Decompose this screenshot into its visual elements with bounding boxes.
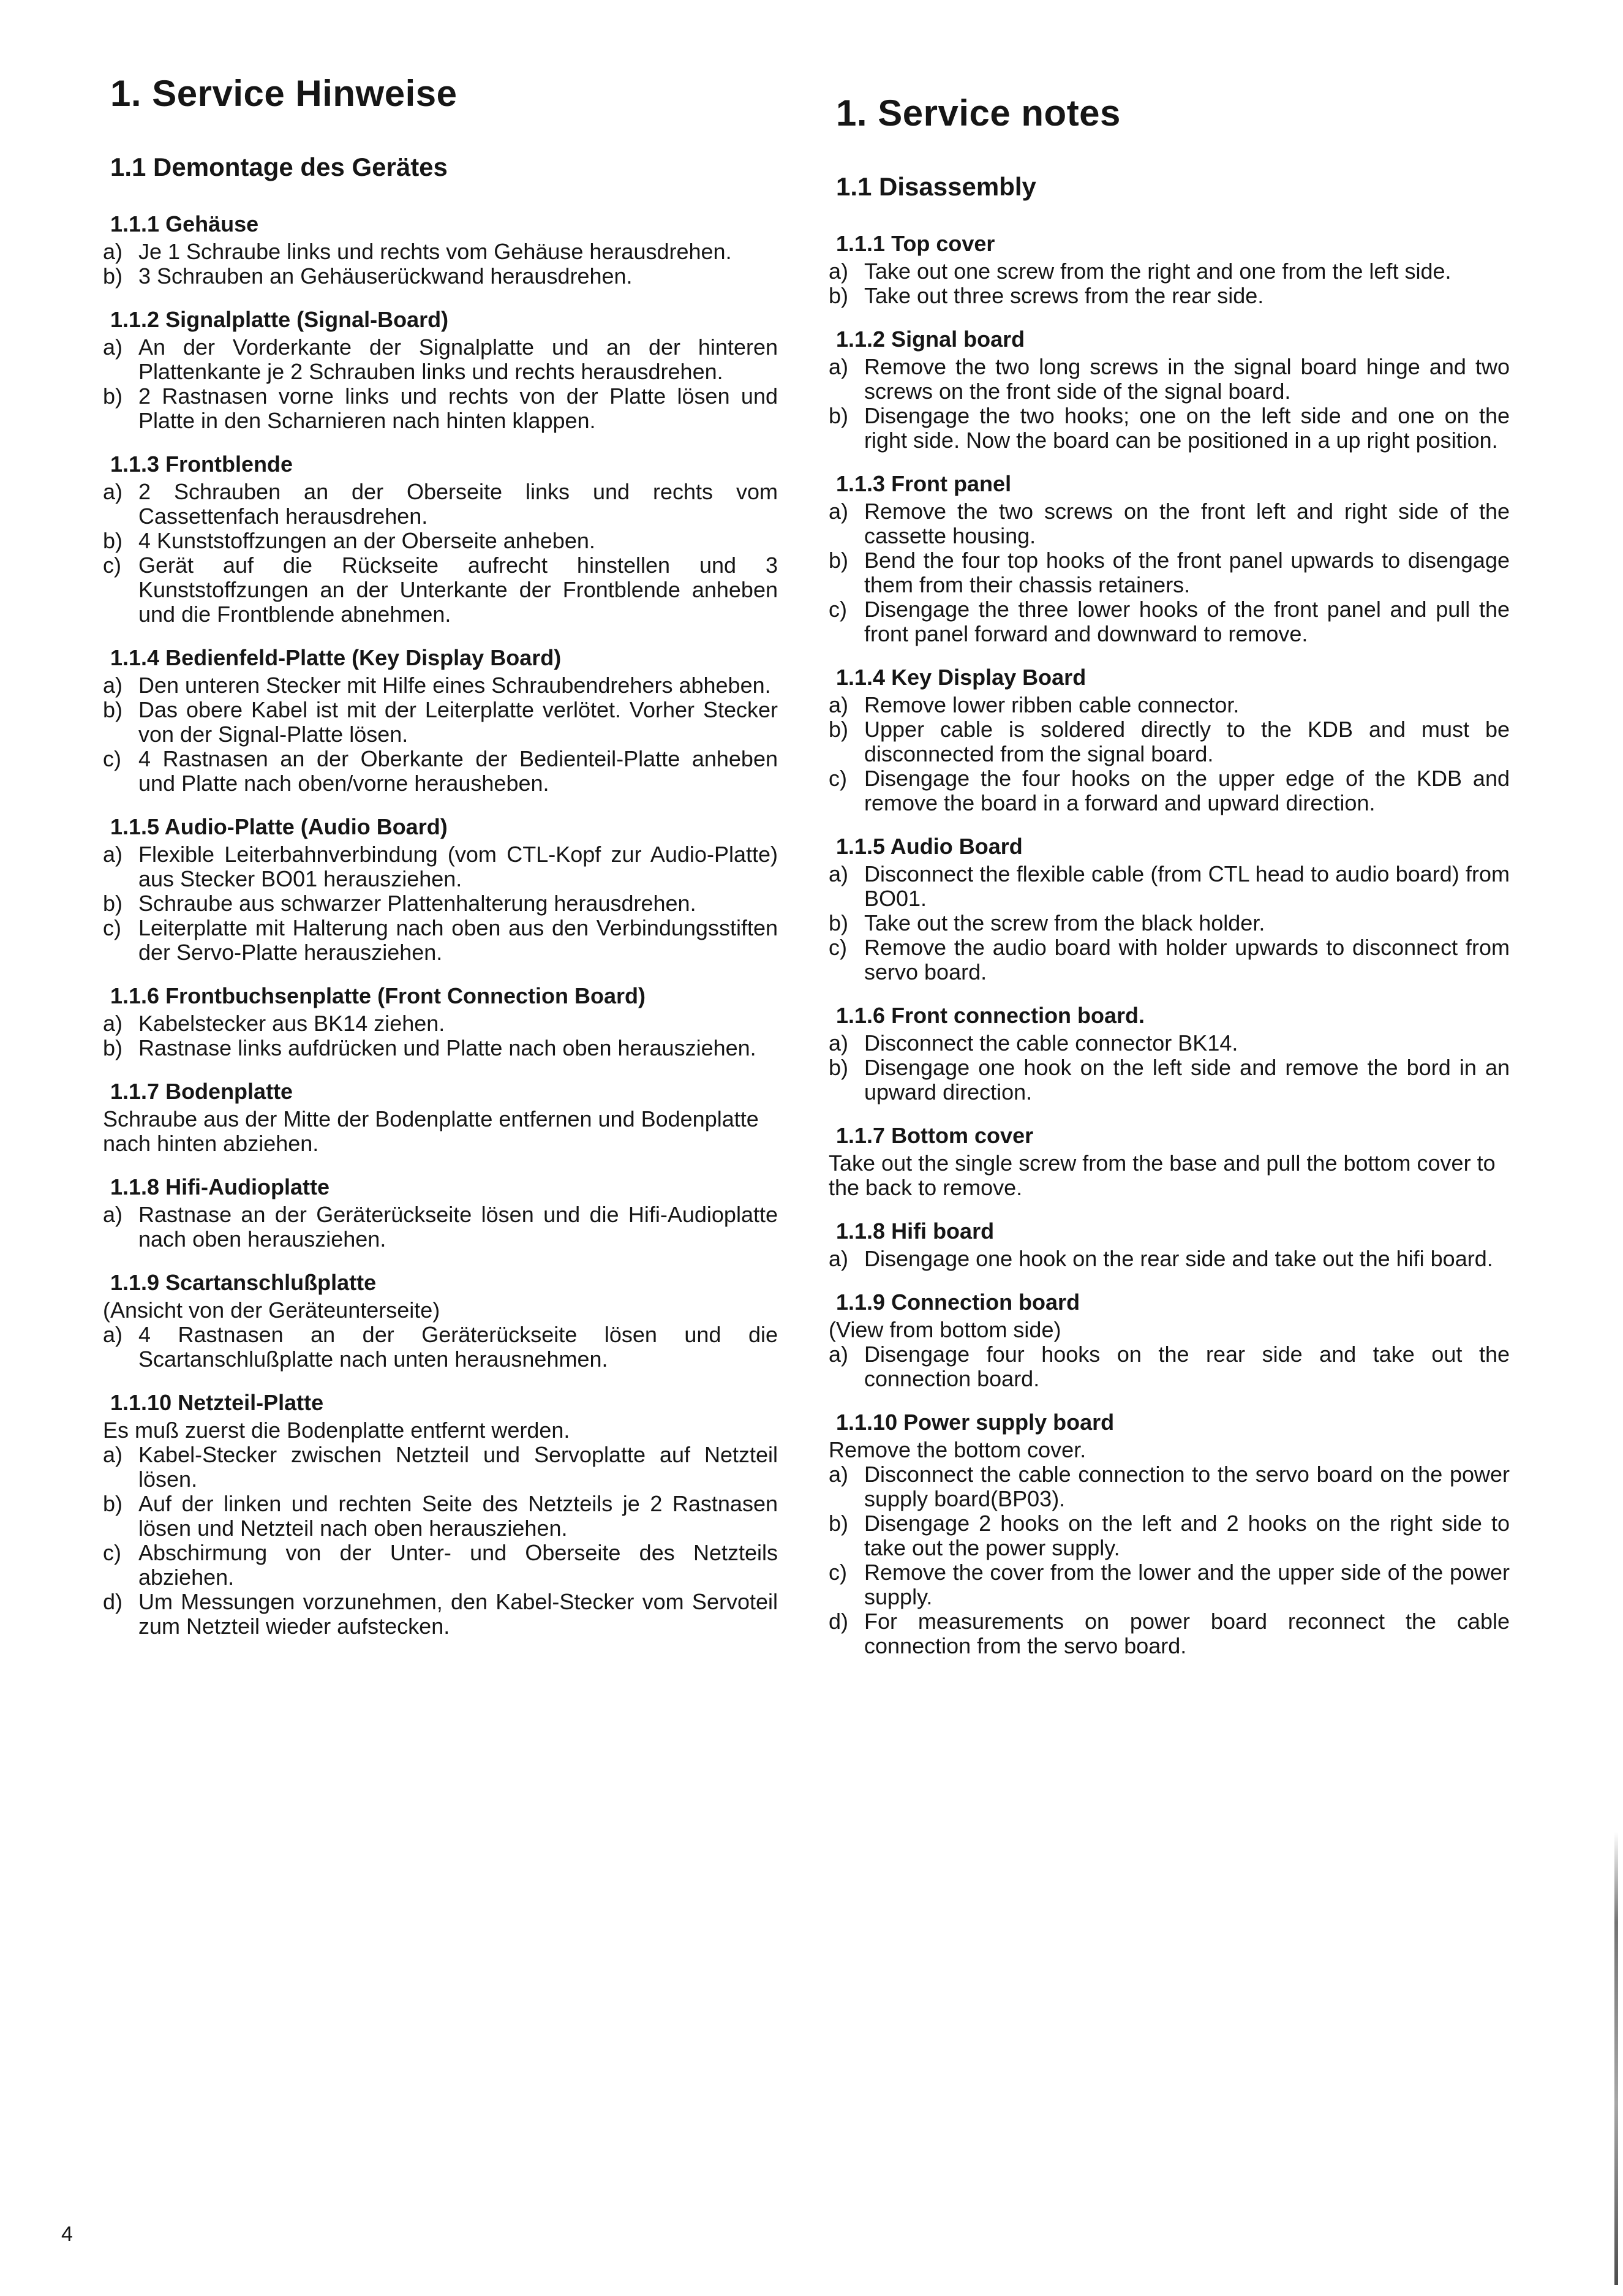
- list-marker: a): [103, 1011, 123, 1036]
- list-item: [812, 548, 1510, 597]
- subsection-heading: 1.1.1 Gehäuse: [110, 211, 259, 236]
- subsection: [812, 665, 1510, 815]
- list-item: [86, 335, 778, 384]
- paragraph: (Ansicht von der Geräteunterseite): [103, 1297, 440, 1323]
- list-item-text: Remove the audio board with holder upwards to disconnect from servo board.: [864, 935, 1510, 984]
- section-title-en: 1.1 Disassembly: [836, 172, 1036, 201]
- list-item: [812, 1560, 1510, 1609]
- subsection: [86, 1390, 778, 1639]
- list-item: [86, 240, 778, 264]
- list-item: [86, 891, 778, 916]
- subsection: [86, 307, 778, 433]
- subsection-heading: 1.1.4 Bedienfeld-Platte (Key Display Board): [110, 645, 562, 670]
- list-item-text: Remove the cover from the lower and the upper side of the power supply.: [864, 1560, 1510, 1609]
- list-item-text: Disengage four hooks on the rear side and take out the connection board.: [864, 1342, 1510, 1391]
- list-item-text: For measurements on power board reconnect the cable connection from the servo board.: [864, 1609, 1510, 1658]
- list-item-text: Je 1 Schraube links und rechts vom Gehäuse herausdrehen.: [138, 239, 732, 264]
- list-marker: a): [829, 499, 849, 524]
- paragraph: Es muß zuerst die Bodenplatte entfernt werden.: [103, 1418, 570, 1443]
- subsection-heading: 1.1.9 Connection board: [836, 1290, 1080, 1315]
- list-item: [812, 911, 1510, 935]
- list-marker: c): [103, 553, 121, 578]
- section-title-de: 1.1 Demontage des Gerätes: [110, 153, 448, 181]
- list-marker: c): [829, 935, 847, 960]
- list-item-text: Disengage the three lower hooks of the front panel and pull the front panel forward and downward to remove.: [864, 597, 1510, 646]
- list-item: [812, 1055, 1510, 1105]
- list-item: [812, 1462, 1510, 1511]
- list-item: [86, 264, 778, 289]
- subsection: [86, 1270, 778, 1372]
- list-marker: a): [829, 259, 849, 284]
- list-item: [86, 747, 778, 796]
- list-item: [86, 529, 778, 553]
- list-marker: b): [829, 403, 849, 428]
- subsection: [86, 814, 778, 965]
- list-marker: a): [103, 1442, 123, 1467]
- list-marker: a): [103, 1322, 123, 1347]
- subsection-heading: 1.1.3 Front panel: [836, 471, 1012, 496]
- list-item-text: Disengage the two hooks; one on the left side and one on the right side. Now the board can be positioned in a up right position.: [864, 403, 1510, 453]
- list-item-text: Take out the screw from the black holder.: [864, 910, 1265, 935]
- list-marker: b): [103, 383, 123, 409]
- subsection-heading: 1.1.2 Signalplatte (Signal-Board): [110, 307, 449, 332]
- page-number: 4: [61, 2222, 73, 2246]
- list-item-text: Rastnase an der Geräterückseite lösen und die Hifi-Audioplatte nach oben herausziehen.: [138, 1202, 778, 1252]
- list-marker: b): [829, 1055, 849, 1080]
- sections-de: [86, 211, 778, 1639]
- subsection-heading: 1.1.7 Bodenplatte: [110, 1079, 293, 1104]
- subsection: [812, 834, 1510, 984]
- list-marker: b): [829, 283, 849, 308]
- list-item-text: Disengage one hook on the left side and remove the bord in an upward direction.: [864, 1055, 1510, 1105]
- list-item-text: Bend the four top hooks of the front panel upwards to disengage them from their chassis retainers.: [864, 548, 1510, 597]
- list-marker: a): [103, 673, 123, 698]
- subsection: [86, 983, 778, 1060]
- list-item-text: 4 Rastnasen an der Oberkante der Bedienteil-Platte anheben und Platte nach oben/vorne herausheben.: [138, 746, 778, 796]
- list-item-text: 4 Rastnasen an der Geräterückseite lösen und die Scartanschlußplatte nach unten herausnehmen.: [138, 1322, 778, 1372]
- list-marker: a): [829, 1030, 849, 1055]
- list-item: [86, 698, 778, 747]
- subsection-heading: 1.1.5 Audio Board: [836, 834, 1023, 859]
- list-item-text: Disengage 2 hooks on the left and 2 hooks on the right side to take out the power supply.: [864, 1511, 1510, 1560]
- list-item: [812, 499, 1510, 548]
- list-marker: c): [103, 1540, 121, 1565]
- subsection: [812, 1218, 1510, 1271]
- subsection-heading: 1.1.7 Bottom cover: [836, 1123, 1034, 1148]
- list-item-text: Take out three screws from the rear side.: [864, 283, 1264, 308]
- list-item: [812, 862, 1510, 911]
- subsection: [86, 211, 778, 289]
- list-marker: a): [103, 1202, 123, 1227]
- list-item-text: Remove the two long screws in the signal board hinge and two screws on the front side of the signal board.: [864, 354, 1510, 404]
- list-marker: a): [103, 334, 123, 360]
- list-item-text: 2 Schrauben an der Oberseite links und rechts vom Cassettenfach herausdrehen.: [138, 479, 778, 529]
- paragraph: (View from bottom side): [829, 1317, 1061, 1342]
- page-title-de: 1. Service Hinweise: [110, 73, 458, 114]
- list-marker: a): [103, 842, 123, 867]
- list-item: [86, 1492, 778, 1541]
- list-item-text: Abschirmung von der Unter- und Oberseite des Netzteils abziehen.: [138, 1540, 778, 1590]
- list-item-text: Rastnase links aufdrücken und Platte nach oben herausziehen.: [138, 1035, 756, 1060]
- list-item: [812, 1031, 1510, 1055]
- list-item: [812, 404, 1510, 453]
- list-marker: b): [103, 263, 123, 289]
- list-marker: a): [829, 354, 849, 379]
- list-marker: c): [103, 746, 121, 771]
- subsection-heading: 1.1.3 Frontblende: [110, 451, 293, 477]
- subsection: [812, 1290, 1510, 1391]
- list-marker: a): [103, 479, 123, 504]
- list-item: [86, 1323, 778, 1372]
- list-item: [86, 553, 778, 627]
- list-item-text: Um Messungen vorzunehmen, den Kabel-Stecker vom Servoteil zum Netzteil wieder aufstecken.: [138, 1589, 778, 1639]
- list-marker: a): [103, 239, 123, 264]
- list-item: [86, 1590, 778, 1639]
- list-item-text: Kabelstecker aus BK14 ziehen.: [138, 1011, 445, 1036]
- subsection: [812, 1003, 1510, 1105]
- subsection-heading: 1.1.1 Top cover: [836, 231, 995, 256]
- list-marker: d): [103, 1589, 123, 1614]
- subsection-heading: 1.1.5 Audio-Platte (Audio Board): [110, 814, 448, 839]
- list-item: [812, 693, 1510, 717]
- list-marker: b): [829, 1511, 849, 1536]
- list-item: [812, 1342, 1510, 1391]
- list-item-text: Disconnect the cable connection to the servo board on the power supply board(BP03).: [864, 1462, 1510, 1511]
- list-marker: b): [103, 1035, 123, 1060]
- english-column: [812, 92, 1510, 1677]
- list-marker: b): [829, 717, 849, 742]
- list-item: [86, 842, 778, 891]
- list-item-text: Den unteren Stecker mit Hilfe eines Schraubendrehers abheben.: [138, 673, 771, 698]
- list-marker: b): [103, 697, 123, 722]
- list-item-text: Take out one screw from the right and one from the left side.: [864, 259, 1452, 284]
- subsection: [86, 1079, 778, 1156]
- page-title-en: 1. Service notes: [836, 93, 1121, 134]
- subsection-heading: 1.1.10 Power supply board: [836, 1410, 1115, 1435]
- list-item: [812, 717, 1510, 766]
- list-marker: b): [829, 910, 849, 935]
- list-item-text: Das obere Kabel ist mit der Leiterplatte verlötet. Vorher Stecker von der Signal-Platte lösen.: [138, 697, 778, 747]
- list-item-text: Disconnect the flexible cable (from CTL head to audio board) from BO01.: [864, 861, 1510, 911]
- list-marker: a): [829, 692, 849, 717]
- list-item: [86, 673, 778, 698]
- subsection-heading: 1.1.6 Frontbuchsenplatte (Front Connection Board): [110, 983, 646, 1008]
- list-item: [812, 1247, 1510, 1271]
- subsection: [86, 451, 778, 627]
- list-marker: b): [103, 891, 123, 916]
- subsection: [812, 231, 1510, 308]
- list-item: [812, 1609, 1510, 1658]
- list-item: [86, 1443, 778, 1492]
- subsection: [812, 1123, 1510, 1200]
- list-marker: b): [829, 548, 849, 573]
- list-item: [86, 480, 778, 529]
- list-marker: c): [829, 597, 847, 622]
- list-item-text: 3 Schrauben an Gehäuserückwand herausdrehen.: [138, 263, 633, 289]
- list-marker: a): [829, 1246, 849, 1271]
- list-item: [812, 597, 1510, 646]
- list-marker: c): [829, 766, 847, 791]
- list-item-text: Kabel-Stecker zwischen Netzteil und Servoplatte auf Netzteil lösen.: [138, 1442, 778, 1492]
- subsection-heading: 1.1.9 Scartanschlußplatte: [110, 1270, 377, 1295]
- list-item-text: 2 Rastnasen vorne links und rechts von der Platte lösen und Platte in den Scharnieren nach hinten klappen.: [138, 383, 778, 433]
- list-item-text: Remove lower ribben cable connector.: [864, 692, 1240, 717]
- list-item: [812, 1511, 1510, 1560]
- list-marker: b): [103, 528, 123, 553]
- list-marker: c): [103, 915, 121, 940]
- list-item: [812, 766, 1510, 815]
- list-item-text: An der Vorderkante der Signalplatte und an der hinteren Plattenkante je 2 Schrauben links und rechts herausdrehen.: [138, 334, 778, 384]
- list-marker: d): [829, 1609, 849, 1634]
- list-marker: b): [103, 1491, 123, 1516]
- subsection: [812, 327, 1510, 453]
- sections-en: [812, 231, 1510, 1658]
- list-item-text: Upper cable is soldered directly to the KDB and must be disconnected from the signal board.: [864, 717, 1510, 766]
- list-item: [86, 1036, 778, 1060]
- list-item-text: Disconnect the cable connector BK14.: [864, 1030, 1238, 1055]
- subsection: [86, 1174, 778, 1252]
- list-item: [86, 384, 778, 433]
- list-marker: a): [829, 861, 849, 886]
- subsection: [812, 1410, 1510, 1658]
- list-item-text: Disengage the four hooks on the upper edge of the KDB and remove the board in a forward and upward direction.: [864, 766, 1510, 815]
- list-item-text: Disengage one hook on the rear side and take out the hifi board.: [864, 1246, 1493, 1271]
- subsection: [86, 645, 778, 796]
- paragraph: Take out the single screw from the base and pull the bottom cover to the back to remove.: [829, 1150, 1496, 1200]
- list-item-text: Flexible Leiterbahnverbindung (vom CTL-Kopf zur Audio-Platte) aus Stecker BO01 herausziehen.: [138, 842, 778, 891]
- subsection-heading: 1.1.2 Signal board: [836, 327, 1025, 352]
- list-item: [812, 259, 1510, 284]
- list-item-text: 4 Kunststoffzungen an der Oberseite anheben.: [138, 528, 595, 553]
- list-marker: a): [829, 1462, 849, 1487]
- list-item-text: Leiterplatte mit Halterung nach oben aus den Verbindungsstiften der Servo-Platte herausziehen.: [138, 915, 778, 965]
- list-item-text: Auf der linken und rechten Seite des Netzteils je 2 Rastnasen lösen und Netzteil nach oben herausziehen.: [138, 1491, 778, 1541]
- paragraph: Schraube aus der Mitte der Bodenplatte entfernen und Bodenplatte nach hinten abziehen.: [103, 1106, 759, 1156]
- list-item-text: Schraube aus schwarzer Plattenhalterung herausdrehen.: [138, 891, 696, 916]
- list-item: [86, 916, 778, 965]
- list-item-text: Gerät auf die Rückseite aufrecht hinstellen und 3 Kunststoffzungen an der Unterkante der Frontblende anheben und die Frontblende abnehmen.: [138, 553, 778, 627]
- subsection: [812, 471, 1510, 646]
- list-item: [86, 1203, 778, 1252]
- list-item: [812, 284, 1510, 308]
- list-item-text: Remove the two screws on the front left and right side of the cassette housing.: [864, 499, 1510, 548]
- subsection-heading: 1.1.8 Hifi-Audioplatte: [110, 1174, 330, 1199]
- list-item: [86, 1011, 778, 1036]
- german-column: [86, 72, 778, 1657]
- paragraph: Remove the bottom cover.: [829, 1437, 1086, 1462]
- scan-edge-mark: [1614, 1832, 1618, 2285]
- subsection-heading: 1.1.4 Key Display Board: [836, 665, 1086, 690]
- list-marker: c): [829, 1560, 847, 1585]
- subsection-heading: 1.1.10 Netzteil-Platte: [110, 1390, 324, 1415]
- subsection-heading: 1.1.8 Hifi board: [836, 1218, 995, 1244]
- list-item: [812, 355, 1510, 404]
- list-marker: a): [829, 1342, 849, 1367]
- subsection-heading: 1.1.6 Front connection board.: [836, 1003, 1145, 1028]
- list-item: [86, 1541, 778, 1590]
- list-item: [812, 935, 1510, 984]
